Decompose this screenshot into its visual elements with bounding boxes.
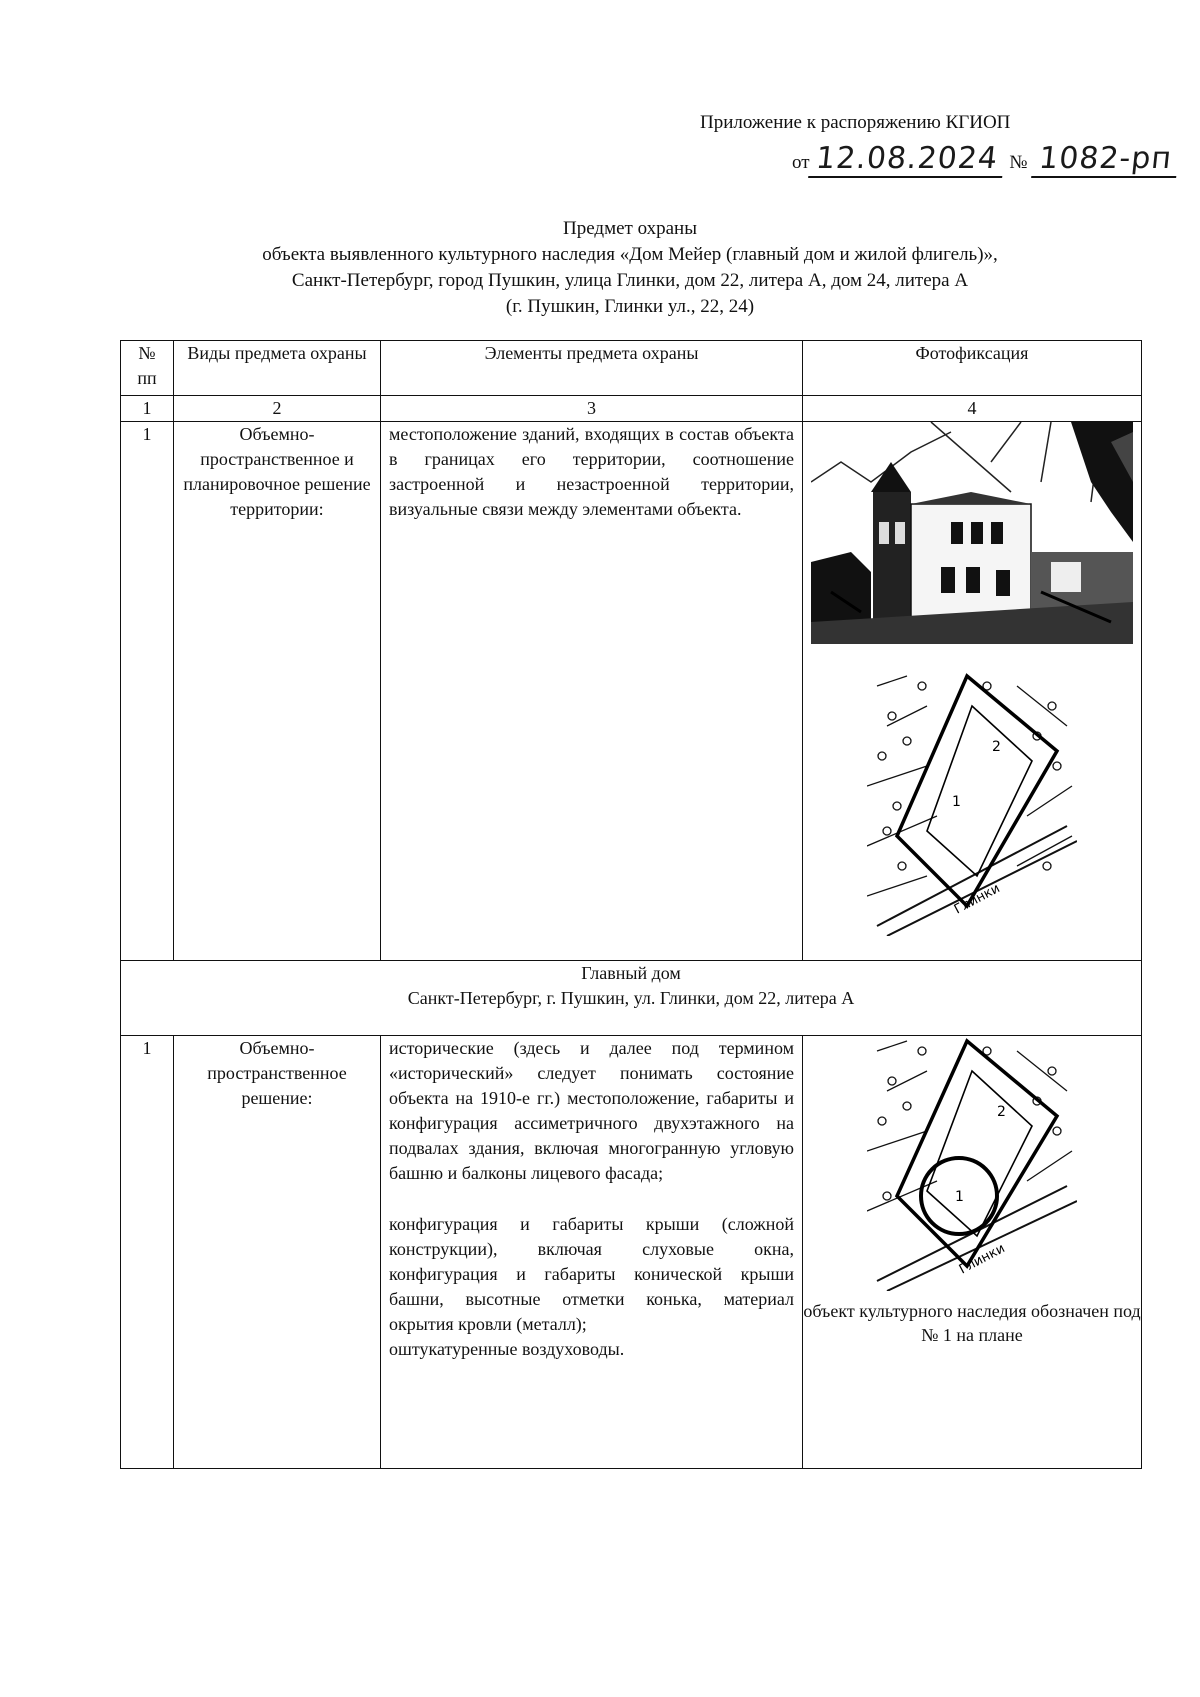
table-row — [121, 422, 1142, 961]
from-prefix: от — [792, 152, 810, 173]
plan-label-1: 1 — [955, 1189, 964, 1205]
table-header-row — [121, 341, 1142, 396]
elements-paragraph-2: конфигурация и габариты крыши (сложной конструкции), включая слуховые окна, конфигурация и габариты конической крыши башни, высотные отметки конька, материал окрытия кровли (металл); — [389, 1214, 794, 1334]
protection-subject-table — [120, 340, 1142, 1469]
title-line-2: объекта выявленного культурного наследия «Дом Мейер (главный дом и жилой флигель)», — [262, 244, 998, 265]
row-type: Объемно-пространственное и планировочное решение территории: — [174, 422, 381, 961]
elements-paragraph-1: исторические (здесь и далее под термином «исторический» следует понимать состояние объекта на 1910-е гг.) местоположение, габариты и конфигурация ассиметричного двухэтажного на подвалах здания, включая многогранную угловую башню и балконы лицевого фасада; — [389, 1038, 794, 1183]
elements-paragraph-3: оштукатуренные воздуховоды. — [389, 1339, 625, 1359]
section-title: Главный дом — [581, 963, 681, 983]
plan-caption: объект культурного наследия обозначен под № 1 на плане — [803, 1301, 1141, 1345]
site-plan-map — [867, 666, 1077, 936]
col-number-4: 4 — [803, 396, 1142, 422]
section-row — [121, 961, 1142, 1036]
col-number-2: 2 — [174, 396, 381, 422]
header-elements: Элементы предмета охраны — [381, 341, 803, 396]
row-type: Объемно-пространственное решение: — [174, 1036, 381, 1469]
header-type: Виды предмета охраны — [174, 341, 381, 396]
title-line-3: Санкт-Петербург, город Пушкин, улица Глинки, дом 22, литера А, дом 24, литера А — [291, 270, 969, 291]
row-number: 1 — [121, 1036, 174, 1469]
row-photos — [803, 1036, 1142, 1469]
row-photos — [803, 422, 1142, 961]
row-elements — [381, 1036, 803, 1469]
section-heading — [121, 961, 1142, 1036]
title-line-1: Предмет охраны — [563, 218, 697, 239]
header-number: № пп — [121, 341, 174, 396]
section-address: Санкт-Петербург, г. Пушкин, ул. Глинки, дом 22, литера А — [407, 988, 855, 1008]
order-number: 1082-рп — [1032, 142, 1181, 178]
building-photo — [811, 422, 1133, 644]
document-title — [150, 216, 1110, 320]
header-photo: Фотофиксация — [803, 341, 1142, 396]
plan-street-label: Глинки — [951, 881, 1003, 918]
title-line-4: (г. Пушкин, Глинки ул., 22, 24) — [505, 296, 755, 317]
order-reference — [792, 142, 1178, 178]
appendix-caption: Приложение к распоряжению КГИОП — [700, 112, 1011, 133]
plan-label-2: 2 — [997, 1104, 1006, 1120]
col-number-1: 1 — [121, 396, 174, 422]
number-sign: № — [1009, 152, 1028, 173]
table-row — [121, 1036, 1142, 1469]
col-number-3: 3 — [381, 396, 803, 422]
order-date: 12.08.2024 — [808, 142, 1006, 178]
plan-street-label: Глинки — [956, 1241, 1008, 1278]
row-elements: местоположение зданий, входящих в состав объекта в границах его территории, соотношение застроенной и незастроенной территории, визуальные связи между элементами объекта. — [381, 422, 803, 961]
plan-label-2: 2 — [992, 739, 1001, 755]
row-number: 1 — [121, 422, 174, 961]
column-numbers-row — [121, 396, 1142, 422]
site-plan-map-highlighted — [867, 1036, 1077, 1291]
plan-label-1: 1 — [952, 794, 961, 810]
